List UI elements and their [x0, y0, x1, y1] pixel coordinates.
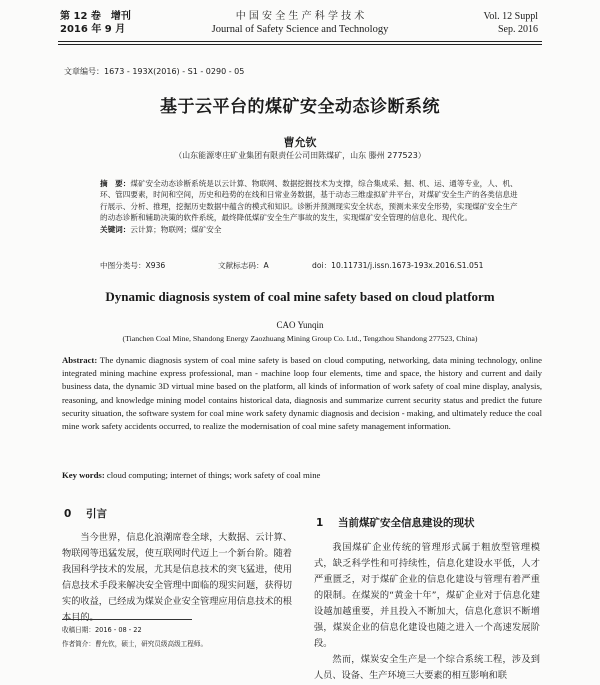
- title-cn: 基于云平台的煤矿安全动态诊断系统: [160, 97, 440, 117]
- abstract-cn-text: 煤矿安全动态诊断系统是以云计算、物联网、数据挖掘技术为支撑，综合集成采、掘、机、运、通等专业，人、机、环、管四要素，时间和空间，历史和趋势的在线和日常业务数据，基于动态三维虚拟矿井平台，对煤矿安全生产的各类信息进行展示、分析、推理，挖掘历史数据中蕴含的模式和知识。诊断并预测现实安全状态，预测未来安全形势，实现煤矿安全生产的动态诊断和辅助决策的软件系统，最终降低煤矿安全生产事故的发生，实现煤矿安全管理的信息化、现代化。: [100, 179, 518, 223]
- header-volume-cn: 第 12 卷 增刊: [60, 11, 131, 22]
- section-number: 0: [64, 508, 72, 520]
- section-number: 1: [316, 517, 324, 529]
- section-title: 当前煤矿安全信息建设的现状: [338, 517, 475, 529]
- header-date-cn: 2016 年 9 月: [60, 24, 126, 35]
- section-heading-0: [64, 506, 107, 521]
- section-title: 引言: [86, 508, 107, 520]
- paragraph: 然而，煤炭安全生产是一个综合系统工程，涉及到人员、设备、生产环境三大要素的相互影响和联: [314, 654, 540, 681]
- header-rule-thick: [58, 41, 542, 42]
- section-heading-1: [316, 515, 475, 530]
- header-right: [483, 10, 538, 36]
- header-volume-en: Vol. 12 Suppl: [483, 11, 538, 22]
- author-cn: 曹允钦: [283, 136, 317, 149]
- paragraph: 当今世界，信息化浪潮席卷全球，大数据、云计算、物联网等迅猛发展，使互联网时代迈上一个新台阶。随着我国科学技术的发展，尤其是信息技术的突飞猛进，使用信息技术手段来解决安全管理中面临的现实问题，获得切实的收益，已经成为煤炭企业安全管理应用信息技术的根本目的。: [62, 532, 292, 623]
- title-en: Dynamic diagnosis system of coal mine safety based on cloud platform: [105, 289, 495, 304]
- keywords-cn-label: 关键词：: [100, 224, 131, 234]
- doi: doi：10.11731/j.issn.1673-193x.2016.S1.051: [312, 261, 484, 270]
- keywords-en-label: Key words:: [62, 470, 105, 480]
- article-number: 文章编号：1673 - 193X(2016) - S1 - 0290 - 05: [64, 67, 245, 76]
- abstract-en: [62, 354, 542, 433]
- keywords-cn: 云计算；物联网；煤矿安全: [130, 224, 222, 234]
- header-date-en: Sep. 2016: [498, 24, 538, 35]
- abstract-en-label: Abstract:: [62, 355, 98, 365]
- keywords-en-block: [62, 470, 542, 480]
- paragraph: 我国煤矿企业传统的管理形式属于粗放型管理模式，缺乏科学性和可持续性，信息化建设水平低，人才严重匮乏，对于煤矿企业的信息化建设与管理有着严重的限制。在煤炭的“黄金十年”，煤矿企业对于信息化建设越加越重要，并且投入不断加大，信息化意识不断增强，煤炭企业的信息化建设也随之进入一个高速发展阶段。: [314, 542, 540, 649]
- header-journal-en: Journal of Safety Science and Technology: [211, 24, 389, 35]
- author-en: CAO Yunqin: [276, 320, 324, 330]
- affiliation-cn: （山东能源枣庄矿业集团有限责任公司田陈煤矿，山东 滕州 277523）: [174, 151, 426, 160]
- document-code: 文献标志码：A: [218, 261, 269, 270]
- affiliation-en: (Tianchen Coal Mine, Shandong Energy Zaozhuang Mining Group Co. Ltd., Tengzhou Shandong 277523, China): [122, 334, 478, 343]
- footnote-received: 收稿日期：2016 - 08 - 22: [62, 626, 142, 634]
- keywords-en: cloud computing; internet of things; work safety of coal mine: [104, 470, 321, 480]
- footnote-author: 作者简介：曹允钦，硕士，研究员级高级工程师。: [62, 640, 208, 648]
- header-journal-cn: 中 国 安 全 生 产 科 学 技 术: [235, 11, 365, 22]
- header-rule-thin: [58, 44, 542, 45]
- abstract-en-text: The dynamic diagnosis system of coal mine safety is based on cloud computing, networking, data mining technology, online integrated mining machine express professional, man - machine loop four elements, time and space, the history and current and daily business data, the dynamic 3D virtual mine based on the platform, all kinds of information of work safety of coal mine display, analysis, reasoning, and knowledge mining model contains historical data, diagnosis and summarize current security status and predict the future security situation, the software system for coal mine work safety dynamic diagnosis and decision - making, and ultimately reduce the coal mine work safety accidents occurred, to realize the modernisation of coal mine safety management information.: [62, 355, 542, 432]
- left-column-text: [62, 530, 292, 626]
- footnote-rule: [62, 619, 192, 620]
- abstract-cn: [100, 178, 518, 235]
- right-column-text: [314, 540, 540, 684]
- abstract-cn-label: 摘 要：: [100, 179, 131, 188]
- clc-number: 中图分类号：X936: [100, 261, 166, 270]
